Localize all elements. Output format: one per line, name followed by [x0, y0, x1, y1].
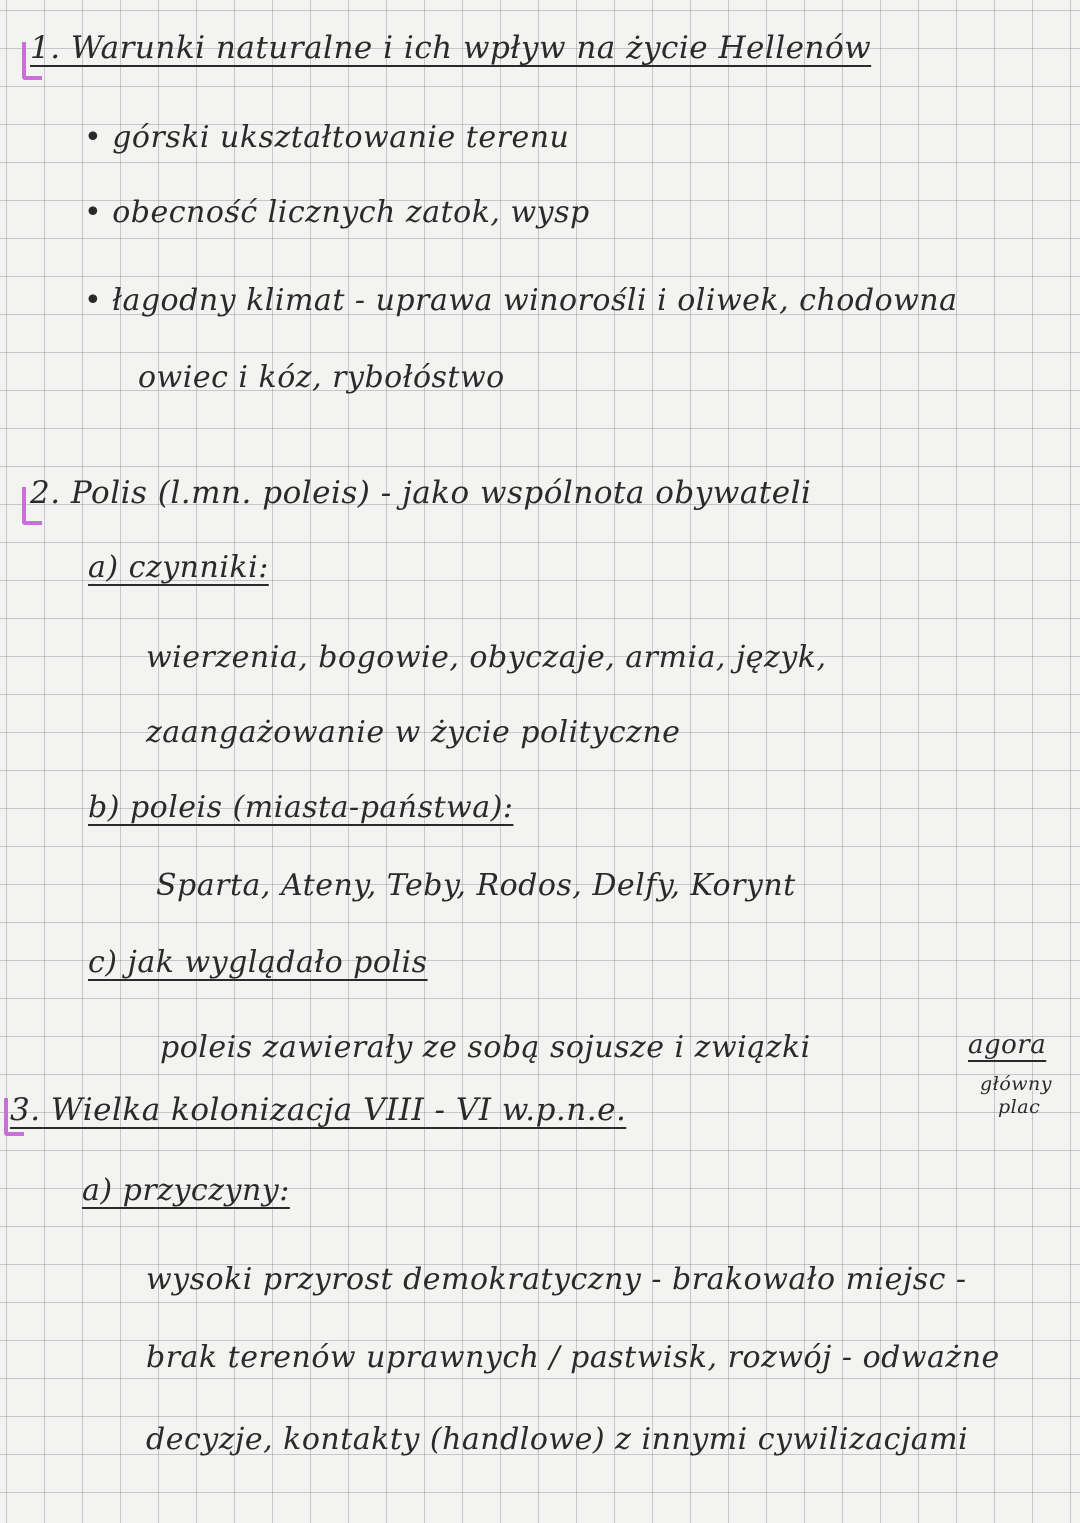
section-2-c-line: poleis zawierały ze sobą sojusze i związki	[160, 1030, 811, 1065]
section-2-a-line-1: wierzenia, bogowie, obyczaje, armia, język,	[146, 640, 827, 675]
section-2-b-label: b) poleis (miasta-państwa):	[88, 790, 514, 825]
section-2-a-line-2: zaangażowanie w życie polityczne	[146, 715, 681, 750]
agora-word: agora	[968, 1030, 1047, 1060]
section-3-heading: 3. Wielka kolonizacja VIII - VI w.p.n.e.	[10, 1092, 627, 1128]
agora-note-2: plac	[998, 1096, 1041, 1118]
section-1-bullet-1: • górski ukształtowanie terenu	[84, 120, 570, 155]
section-2-c-label: c) jak wyglądało polis	[88, 945, 428, 980]
section-2-a-label: a) czynniki:	[88, 550, 269, 585]
section-3-line-1: wysoki przyrost demokratyczny - brakowało miejsc -	[146, 1262, 967, 1297]
section-1-bullet-3: • łagodny klimat - uprawa winorośli i oliwek, chodowna	[84, 283, 958, 318]
section-2-heading: 2. Polis (l.mn. poleis) - jako wspólnota obywateli	[30, 475, 812, 511]
section-3-line-2: brak terenów uprawnych / pastwisk, rozwój - odważne	[146, 1340, 1000, 1375]
agora-note-1: główny	[980, 1073, 1052, 1095]
section-3-line-3: decyzje, kontakty (handlowe) z innymi cywilizacjami	[146, 1422, 969, 1457]
section-1-bullet-3-cont: owiec i kóz, rybołóstwo	[138, 360, 505, 395]
section-1-bullet-2: • obecność licznych zatok, wysp	[84, 195, 590, 230]
section-2-b-line: Sparta, Ateny, Teby, Rodos, Delfy, Korynt	[156, 868, 796, 903]
section-1-heading: 1. Warunki naturalne i ich wpływ na życie Hellenów	[30, 30, 872, 66]
section-3-a-label: a) przyczyny:	[82, 1173, 290, 1208]
